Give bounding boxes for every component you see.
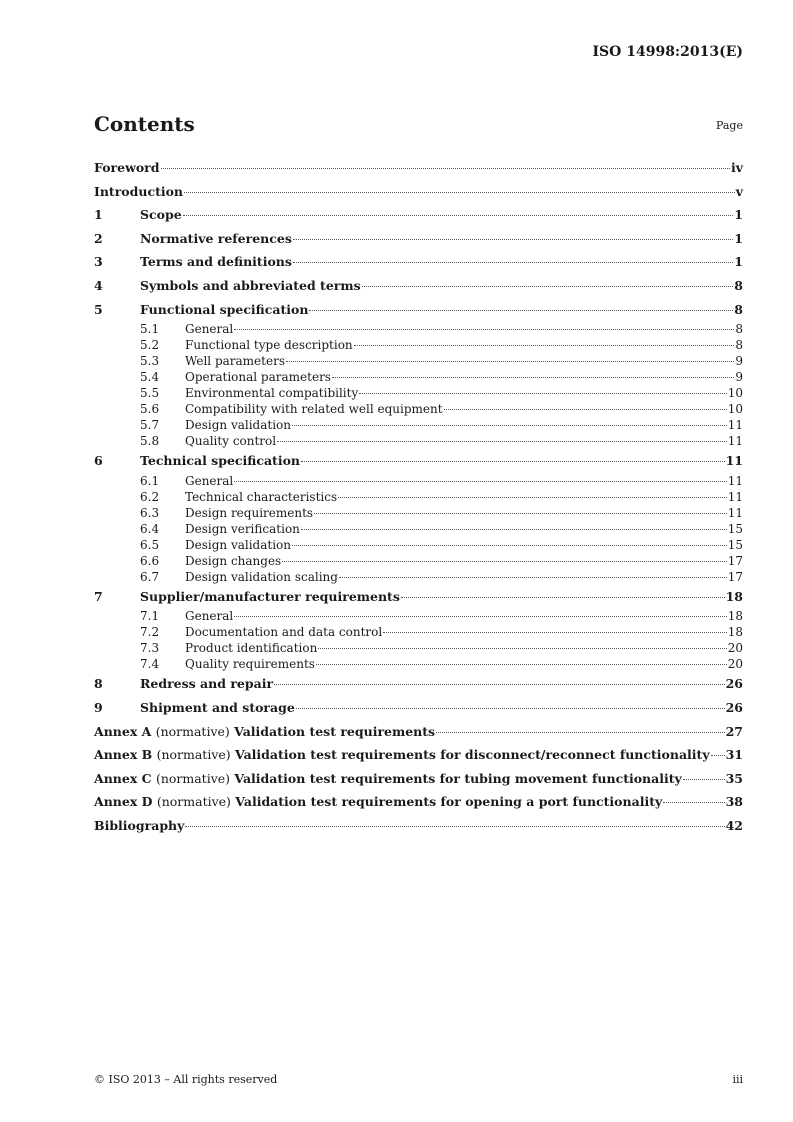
entry-title: Validation test requirements [234, 723, 436, 739]
entry-title: Well parameters [185, 354, 285, 369]
page-number: 11 [727, 434, 743, 449]
entry-title: Functional specification [140, 301, 309, 317]
entry-title: Design validation [185, 418, 292, 433]
toc-entry[interactable] [94, 743, 743, 767]
toc-entry[interactable] [94, 521, 743, 537]
entry-title: Technical specification [140, 453, 301, 469]
section-number: 5.4 [140, 370, 160, 385]
toc-entry[interactable] [94, 449, 743, 473]
page-number: v [735, 183, 743, 199]
toc-entry[interactable] [94, 696, 743, 720]
page-number: 8 [734, 277, 743, 293]
section-number: 1 [94, 207, 103, 223]
section-number: 5 [94, 301, 103, 317]
page-column-label: Page [715, 119, 743, 132]
dot-leader [301, 461, 725, 462]
toc-entry[interactable] [94, 640, 743, 656]
annex-label: Annex B [94, 747, 153, 763]
section-number: 5.7 [140, 418, 160, 433]
section-number: 7.3 [140, 641, 160, 656]
dot-leader [314, 513, 727, 514]
toc-entry[interactable] [94, 203, 743, 227]
dot-leader [234, 481, 726, 482]
page-number: iv [730, 160, 743, 175]
dot-leader [338, 497, 727, 498]
dot-leader [292, 425, 727, 426]
entry-title: Bibliography [94, 817, 185, 833]
entry-title: Compatibility with related well equipment [185, 402, 443, 417]
dot-leader [663, 802, 724, 803]
toc-entry[interactable] [94, 274, 743, 298]
dot-leader [274, 684, 725, 685]
dot-leader [282, 561, 727, 562]
section-number: 7.1 [140, 609, 160, 624]
annex-label: Annex A [94, 723, 152, 739]
toc-entry[interactable] [94, 608, 743, 624]
section-number: 5.6 [140, 402, 160, 417]
entry-title: Design validation [185, 537, 292, 552]
entry-title: Operational parameters [185, 370, 331, 385]
section-number: 6.4 [140, 521, 160, 536]
table-of-contents [94, 156, 743, 838]
section-number: 5.8 [140, 434, 160, 449]
section-number: 6.3 [140, 505, 160, 520]
section-number: 6.7 [140, 569, 160, 584]
toc-entry[interactable] [94, 401, 743, 417]
page-number: 15 [727, 537, 743, 552]
entry-title: Documentation and data control [185, 625, 383, 640]
toc-entry[interactable] [94, 353, 743, 369]
dot-leader [401, 597, 725, 598]
entry-title: Scope [140, 207, 182, 223]
section-number: 7.4 [140, 657, 160, 672]
entry-title: Supplier/manufacturer requirements [140, 588, 400, 604]
toc-entry[interactable] [94, 569, 743, 585]
dot-leader [293, 262, 733, 263]
section-number: 2 [94, 230, 103, 246]
entry-title: Introduction [94, 183, 184, 199]
toc-entry[interactable] [94, 473, 743, 489]
section-number: 6.6 [140, 553, 160, 568]
annex-type: (normative) [155, 723, 230, 739]
toc-entry[interactable] [94, 624, 743, 640]
entry-title: Design requirements [185, 505, 314, 520]
section-number: 6.1 [140, 473, 160, 488]
page-number: 38 [725, 794, 743, 810]
annex-label: Annex C [94, 770, 152, 786]
page-number: 20 [727, 657, 743, 672]
page-number: 8 [735, 338, 743, 353]
page-number: 18 [727, 625, 743, 640]
page-number: 1 [734, 207, 743, 223]
section-number: 5.3 [140, 354, 160, 369]
section-number: 6.2 [140, 489, 160, 504]
section-number: 4 [94, 277, 103, 293]
page-number: 8 [734, 301, 743, 317]
dot-leader [711, 755, 725, 756]
entry-title: Redress and repair [140, 676, 274, 692]
page-number: 8 [735, 322, 743, 337]
page-number: 11 [727, 418, 743, 433]
entry-title: Shipment and storage [140, 699, 295, 715]
entry-title: Quality requirements [185, 657, 315, 672]
page-number: 10 [727, 386, 743, 401]
page-number: 18 [727, 609, 743, 624]
toc-entry[interactable] [94, 250, 743, 274]
toc-entry[interactable] [94, 656, 743, 672]
entry-title: General [185, 473, 234, 488]
entry-title: Validation test requirements for tubing movement functionality [234, 770, 682, 786]
toc-entry[interactable] [94, 553, 743, 569]
dot-leader [183, 215, 734, 216]
toc-entry[interactable] [94, 790, 743, 814]
dot-leader [309, 310, 733, 311]
dot-leader [436, 732, 725, 733]
toc-entry[interactable] [94, 505, 743, 521]
toc-entry[interactable] [94, 433, 743, 449]
section-number: 7.2 [140, 625, 160, 640]
page-number: 35 [725, 770, 743, 786]
entry-title: Product identification [185, 641, 318, 656]
toc-entry[interactable] [94, 720, 743, 744]
page-number: 27 [725, 723, 743, 739]
toc-entry[interactable] [94, 585, 743, 609]
annex-type: (normative) [155, 770, 231, 786]
page-number: 31 [725, 747, 743, 763]
dot-leader [234, 329, 734, 330]
dot-leader [185, 826, 724, 827]
page-number: 20 [727, 641, 743, 656]
footer-copyright: © ISO 2013 – All rights reserved [94, 1073, 278, 1086]
dot-leader [339, 577, 727, 578]
page-number: 26 [725, 676, 743, 692]
page-number: 42 [725, 817, 743, 833]
entry-title: Design changes [185, 553, 282, 568]
entry-title: Environmental compatibility [185, 386, 359, 401]
page-number: 1 [734, 254, 743, 270]
page-number: 10 [727, 402, 743, 417]
page-title: Contents [94, 112, 195, 136]
page-number: 9 [735, 354, 743, 369]
section-number: 8 [94, 676, 103, 692]
entry-title: Terms and definitions [140, 254, 292, 270]
dot-leader [296, 708, 725, 709]
entry-title: Quality control [185, 434, 277, 449]
dot-leader [234, 616, 726, 617]
page-number: 15 [727, 521, 743, 536]
page-number: 18 [725, 588, 743, 604]
section-number: 9 [94, 699, 103, 715]
toc-entry[interactable] [94, 337, 743, 353]
document-id: ISO 14998:2013(E) [592, 44, 743, 60]
entry-title: Technical characteristics [185, 489, 338, 504]
toc-entry[interactable] [94, 227, 743, 251]
entry-title: Validation test requirements for opening a port functionality [235, 794, 663, 810]
section-number: 6.5 [140, 537, 160, 552]
dot-leader [286, 361, 734, 362]
dot-leader [277, 441, 727, 442]
dot-leader [444, 409, 727, 410]
toc-entry[interactable] [94, 537, 743, 553]
entry-title: Functional type description [185, 338, 353, 353]
toc-entry[interactable] [94, 298, 743, 322]
entry-title: Design verification [185, 521, 300, 536]
toc-entry[interactable] [94, 814, 743, 838]
dot-leader [318, 648, 726, 649]
section-number: 6 [94, 453, 103, 469]
page-number: 26 [725, 699, 743, 715]
section-number: 5.5 [140, 386, 160, 401]
section-number: 3 [94, 254, 103, 270]
annex-type: (normative) [156, 747, 231, 763]
entry-title: General [185, 609, 234, 624]
dot-leader [301, 529, 727, 530]
page-number: 1 [734, 230, 743, 246]
page-number: 17 [727, 553, 743, 568]
page-number: 11 [725, 453, 743, 469]
toc-entry[interactable] [94, 489, 743, 505]
annex-label: Annex D [94, 794, 153, 810]
toc-entry[interactable] [94, 321, 743, 337]
footer-page-number: iii [732, 1073, 743, 1086]
toc-entry[interactable] [94, 180, 743, 204]
dot-leader [293, 239, 733, 240]
entry-title: Normative references [140, 230, 292, 246]
dot-leader [359, 393, 726, 394]
dot-leader [383, 632, 727, 633]
page-number: 11 [727, 505, 743, 520]
toc-entry[interactable] [94, 417, 743, 433]
dot-leader [332, 377, 734, 378]
section-number: 5.2 [140, 338, 160, 353]
section-number: 5.1 [140, 322, 160, 337]
entry-title: Design validation scaling [185, 569, 338, 584]
toc-entry[interactable] [94, 156, 743, 180]
section-number: 7 [94, 588, 103, 604]
page-number: 11 [727, 489, 743, 504]
entry-title: Symbols and abbreviated terms [140, 277, 361, 293]
dot-leader [354, 345, 735, 346]
toc-entry[interactable] [94, 385, 743, 401]
toc-entry[interactable] [94, 369, 743, 385]
toc-entry[interactable] [94, 767, 743, 791]
entry-title: General [185, 322, 234, 337]
page-number: 11 [727, 473, 743, 488]
dot-leader [683, 779, 725, 780]
dot-leader [316, 664, 727, 665]
page-number: 9 [735, 370, 743, 385]
entry-title: Foreword [94, 160, 160, 175]
page-number: 17 [727, 569, 743, 584]
annex-type: (normative) [156, 794, 231, 810]
entry-title: Validation test requirements for disconnect/reconnect functionality [235, 747, 710, 763]
dot-leader [184, 192, 735, 193]
dot-leader [161, 168, 730, 169]
dot-leader [362, 286, 734, 287]
dot-leader [292, 545, 727, 546]
toc-entry[interactable] [94, 672, 743, 696]
